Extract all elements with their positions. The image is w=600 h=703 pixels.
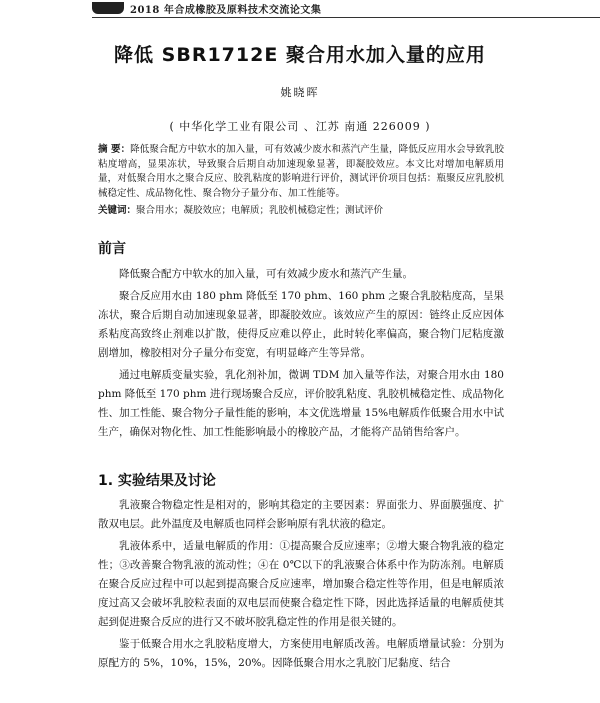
- section-heading-results: 1. 实验结果及讨论: [98, 473, 216, 489]
- journal-logo-icon: [92, 2, 124, 14]
- abstract-label: 摘 要：: [98, 144, 131, 155]
- abstract-text: 降低聚合配方中软水的加入量，可有效减少废水和蒸汽产生量，降低反应用水会导致乳胶粘度增高，显果冻状，导致聚合后期自动加速现象显著，即凝胶效应。本文比对增加电解质用量，对低聚合用水之聚合反应、胶乳粘度的影响进行评价，测试评价项目包括：瓶聚反应乳胶机械稳定性、成品物化性、聚合物分子量分布、加工性能等。: [98, 144, 504, 199]
- keywords-text: 聚合用水；凝胶效应；电解质；乳胶机械稳定性；测试评价: [136, 205, 384, 216]
- intro-body: [98, 265, 504, 445]
- author-name: 姚晓晖: [280, 86, 320, 99]
- paragraph: 通过电解质变量实验，乳化剂补加，微调 TDM 加入量等作法，对聚合用水由 180 phm 降低至 170 phm 进行现场聚合反应，评价胶乳粘度、乳胶机械稳定性、成品物化性、加工性能、聚合物分子量性能的影响，本文优选增量 15%电解质作低聚合用水中试生产，确保对物化性、加工性能影响最小的橡胶产品，才能将产品销售给客户。: [98, 369, 504, 438]
- paragraph: 乳液体系中，适量电解质的作用：①提高聚合反应速率；②增大聚合物乳液的稳定性；③改善聚合物乳液的流动性；④在 0℃以下的乳液聚合体系中作为防冻剂。电解质在聚合反应过程中可以起到提高聚合反应速率，增加聚合稳定性等作用，但是电解质浓度过高又会破坏乳胶粒表面的双电层而使聚合稳定性下降，因此选择适量的电解质使其起到促进聚合反应的进行又不破坏胶乳稳定性的作用是很关键的。: [98, 540, 504, 628]
- keywords: [98, 204, 504, 218]
- results-body: [98, 496, 504, 676]
- paragraph: 聚合反应用水由 180 phm 降低至 170 phm、160 phm 之聚合乳胶粘度高，呈果冻状，聚合后期自动加速现象显著，即凝胶效应。该效应产生的原因：链终止反应因体系粘度高致终止剂难以扩散，使得反应难以停止，此时转化率偏高，聚合物门尼粘度激剧增加，橡胶相对分子量分布变宽，有明显峰产生等异常。: [98, 290, 504, 359]
- keywords-label: 关键词：: [98, 205, 137, 216]
- paragraph: 降低聚合配方中软水的加入量，可有效减少废水和蒸汽产生量。: [119, 268, 413, 280]
- paper-title: 降低 SBR1712E 聚合用水加入量的应用: [114, 44, 486, 66]
- author-affiliation: ( 中华化学工业有限公司 、江苏 南通 226009 ): [169, 120, 431, 133]
- header-rule: [92, 17, 600, 18]
- paragraph: 乳液聚合物稳定性是相对的，影响其稳定的主要因素：界面张力、界面膜强度、扩散双电层。此外温度及电解质也同样会影响原有乳状液的稳定。: [98, 499, 504, 530]
- running-title: 2018 年合成橡胶及原料技术交流论文集: [130, 4, 322, 16]
- section-heading-intro: 前言: [98, 241, 126, 257]
- paragraph: 鉴于低聚合用水之乳胶粘度增大，方案使用电解质改善。电解质增量试验：分别为原配方的 5%，10%，15%，20%。因降低聚合用水之乳胶门尼黏度、结合: [98, 638, 504, 669]
- abstract: [98, 143, 504, 201]
- running-header: [92, 0, 600, 16]
